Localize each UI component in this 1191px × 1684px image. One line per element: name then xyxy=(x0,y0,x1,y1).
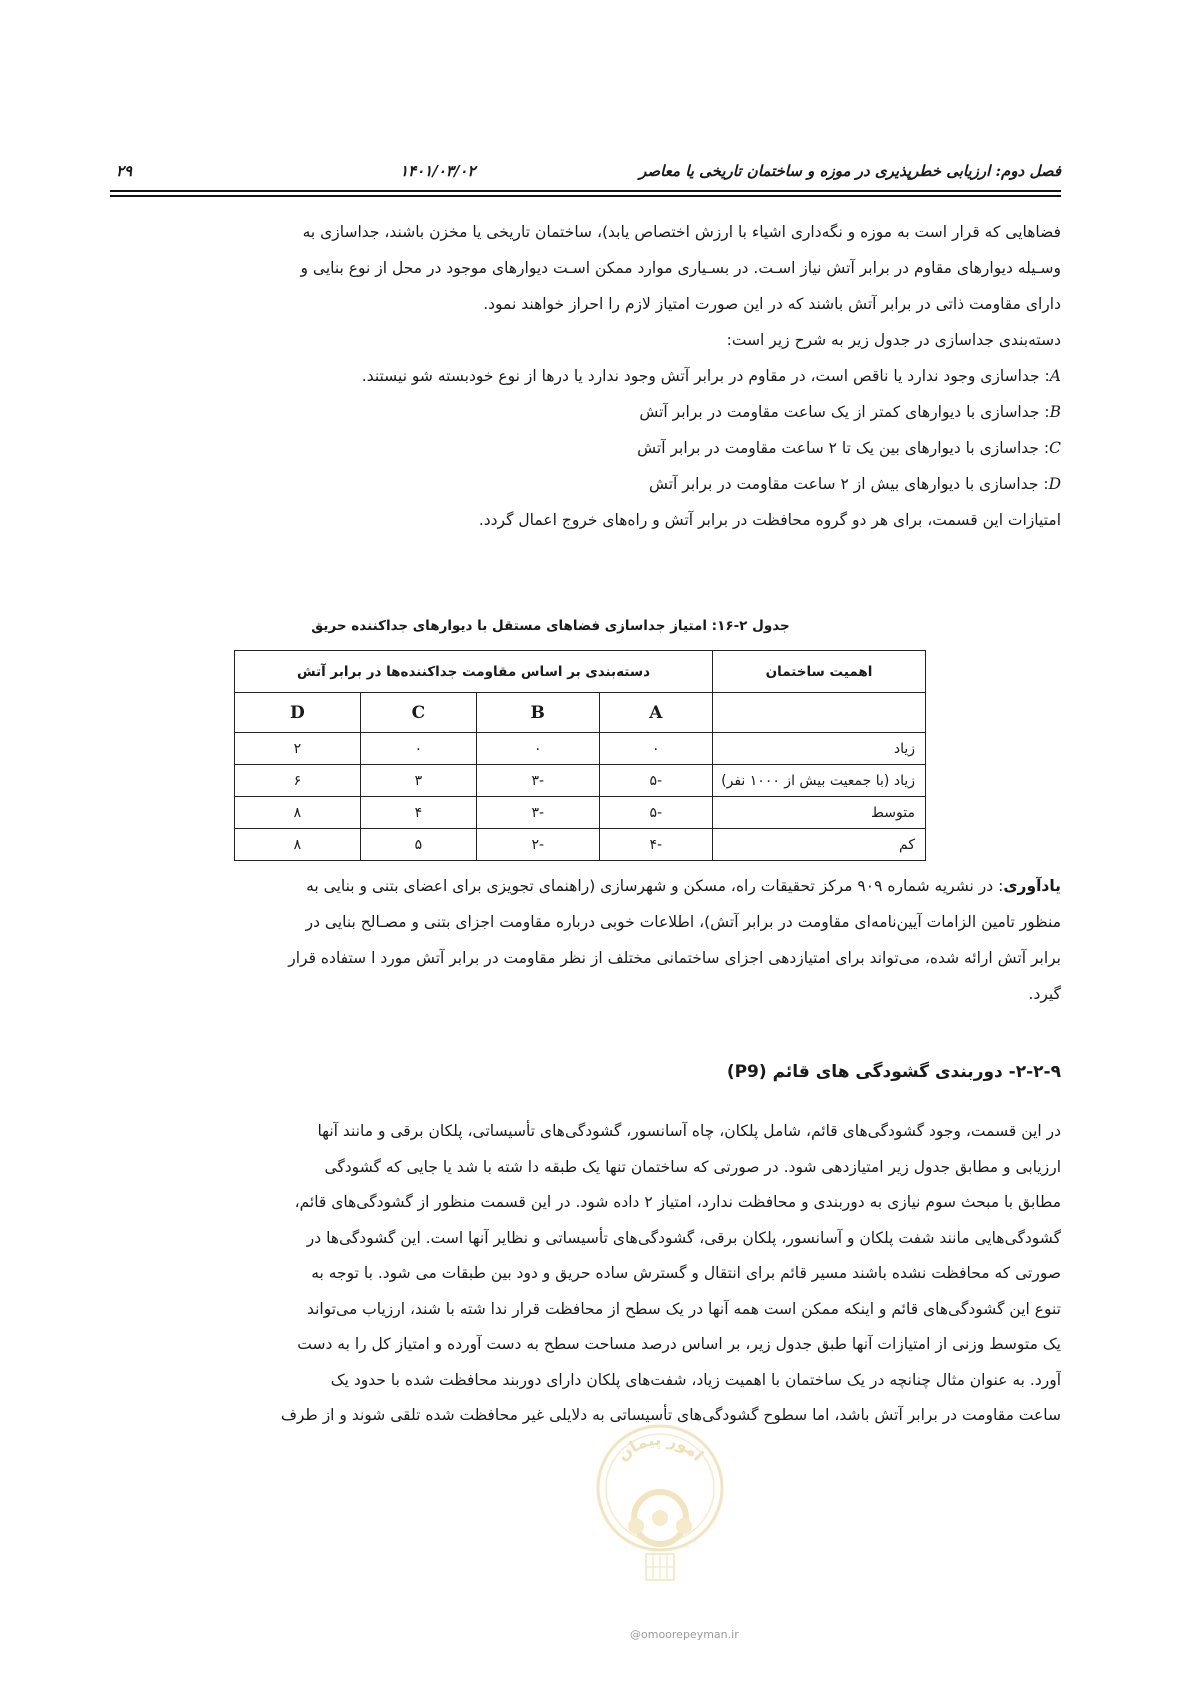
score-cell: ۶ xyxy=(235,765,361,797)
chapter-title: فصل دوم: ارزیابی خطرپذیری در موزه و ساختمان تاریخی یا معاصر xyxy=(639,162,1061,180)
page-number: ۲۹ xyxy=(116,162,133,180)
table-row xyxy=(235,797,926,829)
score-cell: ۴ xyxy=(360,797,476,829)
reminder-text: : در نشریه شماره ۹۰۹ مرکز تحقیقات راه، مسکن و شهرسازی (راهنمای تجویزی برای اعضای بتنی و بنایی به xyxy=(306,877,1004,895)
intro-line: دسته‌بندی جداسازی در جدول زیر به شرح زیر است: xyxy=(726,331,1061,349)
importance-cell: کم xyxy=(713,829,926,861)
document-page xyxy=(110,0,1061,1684)
class-key: D xyxy=(1048,475,1061,493)
intro-closing: امتیازات این قسمت، برای هر دو گروه محافظت در برابر آتش و راه‌های خروج اعمال گردد. xyxy=(478,511,1061,529)
score-cell: -۳ xyxy=(476,797,599,829)
score-cell: ۵ xyxy=(360,829,476,861)
section-paragraph xyxy=(110,1114,1061,1434)
header-date: ۱۴۰۱/۰۳/۰۲ xyxy=(400,162,476,180)
class-desc: : جداسازی با دیوارهای بیش از ۲ ساعت مقاومت در برابر آتش xyxy=(648,475,1049,493)
table-column-row xyxy=(235,693,926,733)
score-cell: -۳ xyxy=(476,765,599,797)
intro-paragraph xyxy=(110,214,1061,538)
section-line: یک متوسط وزنی از امتیازات آنها طبق جدول زیر، بر اساس درصد مساحت سطح به دست آورده و امتیاز کل را به دست xyxy=(297,1335,1061,1353)
column-header: B xyxy=(476,693,599,733)
reminder-paragraph xyxy=(110,868,1061,1012)
reminder-line: منظور تامین الزامات آیین‌نامه‌ای مقاومت در برابر آتش)، اطلاعات خوبی درباره مقاومت اجزای بتنی و مصـالح بنایی در xyxy=(305,913,1061,931)
score-cell: ۲ xyxy=(235,733,361,765)
separation-score-table xyxy=(234,650,926,861)
score-cell: -۵ xyxy=(599,797,712,829)
class-desc: : جداسازی با دیوارهای کمتر از یک ساعت مقاومت در برابر آتش xyxy=(639,403,1050,421)
column-header: C xyxy=(360,693,476,733)
class-key: A xyxy=(1049,367,1061,385)
class-desc: : جداسازی با دیوارهای بین یک تا ۲ ساعت مقاومت در برابر آتش xyxy=(637,439,1050,457)
table-row xyxy=(235,829,926,861)
class-item-c xyxy=(110,430,1061,466)
column-header: A xyxy=(599,693,712,733)
reminder-line xyxy=(110,868,1061,904)
watermark-seal-icon xyxy=(590,1418,730,1598)
reminder-line: گیرد. xyxy=(1028,985,1061,1003)
importance-cell: زیاد (با جمعیت بیش از ۱۰۰۰ نفر) xyxy=(713,765,926,797)
section-line: صورتی که محافظت نشده باشند مسیر قائم برای انتقال و گسترش ساده حریق و دود بین طبقات می شود. با توجه به xyxy=(311,1264,1061,1282)
class-key: B xyxy=(1049,403,1061,421)
header-rule xyxy=(110,190,1061,196)
table-header-row xyxy=(235,651,926,693)
table-row xyxy=(235,765,926,797)
score-cell: ۸ xyxy=(235,829,361,861)
score-cell: ۸ xyxy=(235,797,361,829)
score-cell: ۰ xyxy=(476,733,599,765)
running-header xyxy=(110,160,1061,186)
section-heading: ۲-۲-۹- دوربندی گشودگی های قائم (P9) xyxy=(726,1062,1061,1082)
table-caption: جدول ۲-۱۶: امتیاز جداسازی فضاهای مستقل با دیوارهای جداکننده حریق xyxy=(311,618,790,634)
class-desc: : جداسازی وجود ندارد یا ناقص است، در مقاوم در برابر آتش وجود ندارد یا درها از نوع خودبسته شو نیستند. xyxy=(361,367,1050,385)
score-cell: -۲ xyxy=(476,829,599,861)
score-cell: -۵ xyxy=(599,765,712,797)
intro-line: دارای مقاومت ذاتی در برابر آتش باشند که در این صورت امتیاز لازم را احراز خواهند نمود. xyxy=(483,295,1061,313)
section-line: گشودگی‌هایی مانند شفت پلکان و آسانسور، پلکان برقی، گشودگی‌های تأسیساتی و نظایر آنها است. این گشودگی‌ها در xyxy=(306,1228,1061,1247)
section-line: آورد. به عنوان مثال چنانچه در یک ساختمان با اهمیت زیاد، شفت‌های پلکان دارای دوربند محافظت شده با حدود یک xyxy=(330,1370,1061,1389)
score-cell: -۴ xyxy=(599,829,712,861)
section-line: در این قسمت، وجود گشودگی‌های قائم، شامل پلکان، چاه آسانسور، گشودگی‌های تأسیساتی، پلکان برقی و مانند آنها xyxy=(317,1122,1061,1140)
classification-header: دسته‌بندی بر اساس مقاومت جداکننده‌ها در برابر آتش xyxy=(235,651,713,693)
importance-cell: متوسط xyxy=(713,797,926,829)
intro-line: وسـیله دیوارهای مقاوم در برابر آتش نیاز اسـت. در بسـیاری موارد ممکن اسـت دیوارهای موجود در محل از نوع بنایی و xyxy=(300,259,1061,277)
section-line: ساعت مقاومت در برابر آتش باشد، اما سطوح گشودگی‌های تأسیساتی به دلایلی غیر محافظت شده تلقی شوند و از طرف xyxy=(280,1406,1061,1424)
section-line: ارزیابی و مطابق جدول زیر امتیازدهی شود. در صورتی که ساختمان تنها یک طبقه دا شته با شد یا جایی که گشودگی xyxy=(324,1157,1061,1176)
importance-cell: زیاد xyxy=(713,733,926,765)
score-cell: ۰ xyxy=(599,733,712,765)
class-item-a xyxy=(110,358,1061,394)
intro-line: فضاهایی که قرار است به موزه و نگه‌داری اشیاء با ارزش اختصاص یابد)، ساختمان تاریخی یا مخزن باشند، جداسازی به xyxy=(302,223,1061,241)
reminder-label: یادآوری xyxy=(1003,877,1061,895)
section-line: تنوع این گشودگی‌های قائم و اینکه ممکن است همه آنها در یک سطح از محافظت قرار ندا شته با شند، ارزیاب می‌تواند xyxy=(306,1299,1061,1318)
watermark-site: @omoorepeyman.ir xyxy=(630,1628,739,1641)
class-key: C xyxy=(1049,439,1061,457)
class-item-d xyxy=(110,466,1061,502)
class-item-b xyxy=(110,394,1061,430)
reminder-line: برابر آتش ارائه شده، می‌تواند برای امتیازدهی اجزای ساختمانی مختلف از نظر مقاومت در برابر آتش مورد ا ستفاده قرار xyxy=(288,949,1061,967)
seal-text: امور پیمان xyxy=(613,1429,708,1465)
score-cell: ۳ xyxy=(360,765,476,797)
score-cell: ۰ xyxy=(360,733,476,765)
table-row xyxy=(235,733,926,765)
column-header: D xyxy=(235,693,361,733)
section-line: مطابق با مبحث سوم نیازی به دوربندی و محافظت ندارد، امتیاز ۲ داده شود. در این قسمت منظور از گشودگی‌های قائم، xyxy=(294,1193,1061,1211)
importance-header: اهمیت ساختمان xyxy=(713,651,926,693)
blank-cell xyxy=(713,693,926,733)
